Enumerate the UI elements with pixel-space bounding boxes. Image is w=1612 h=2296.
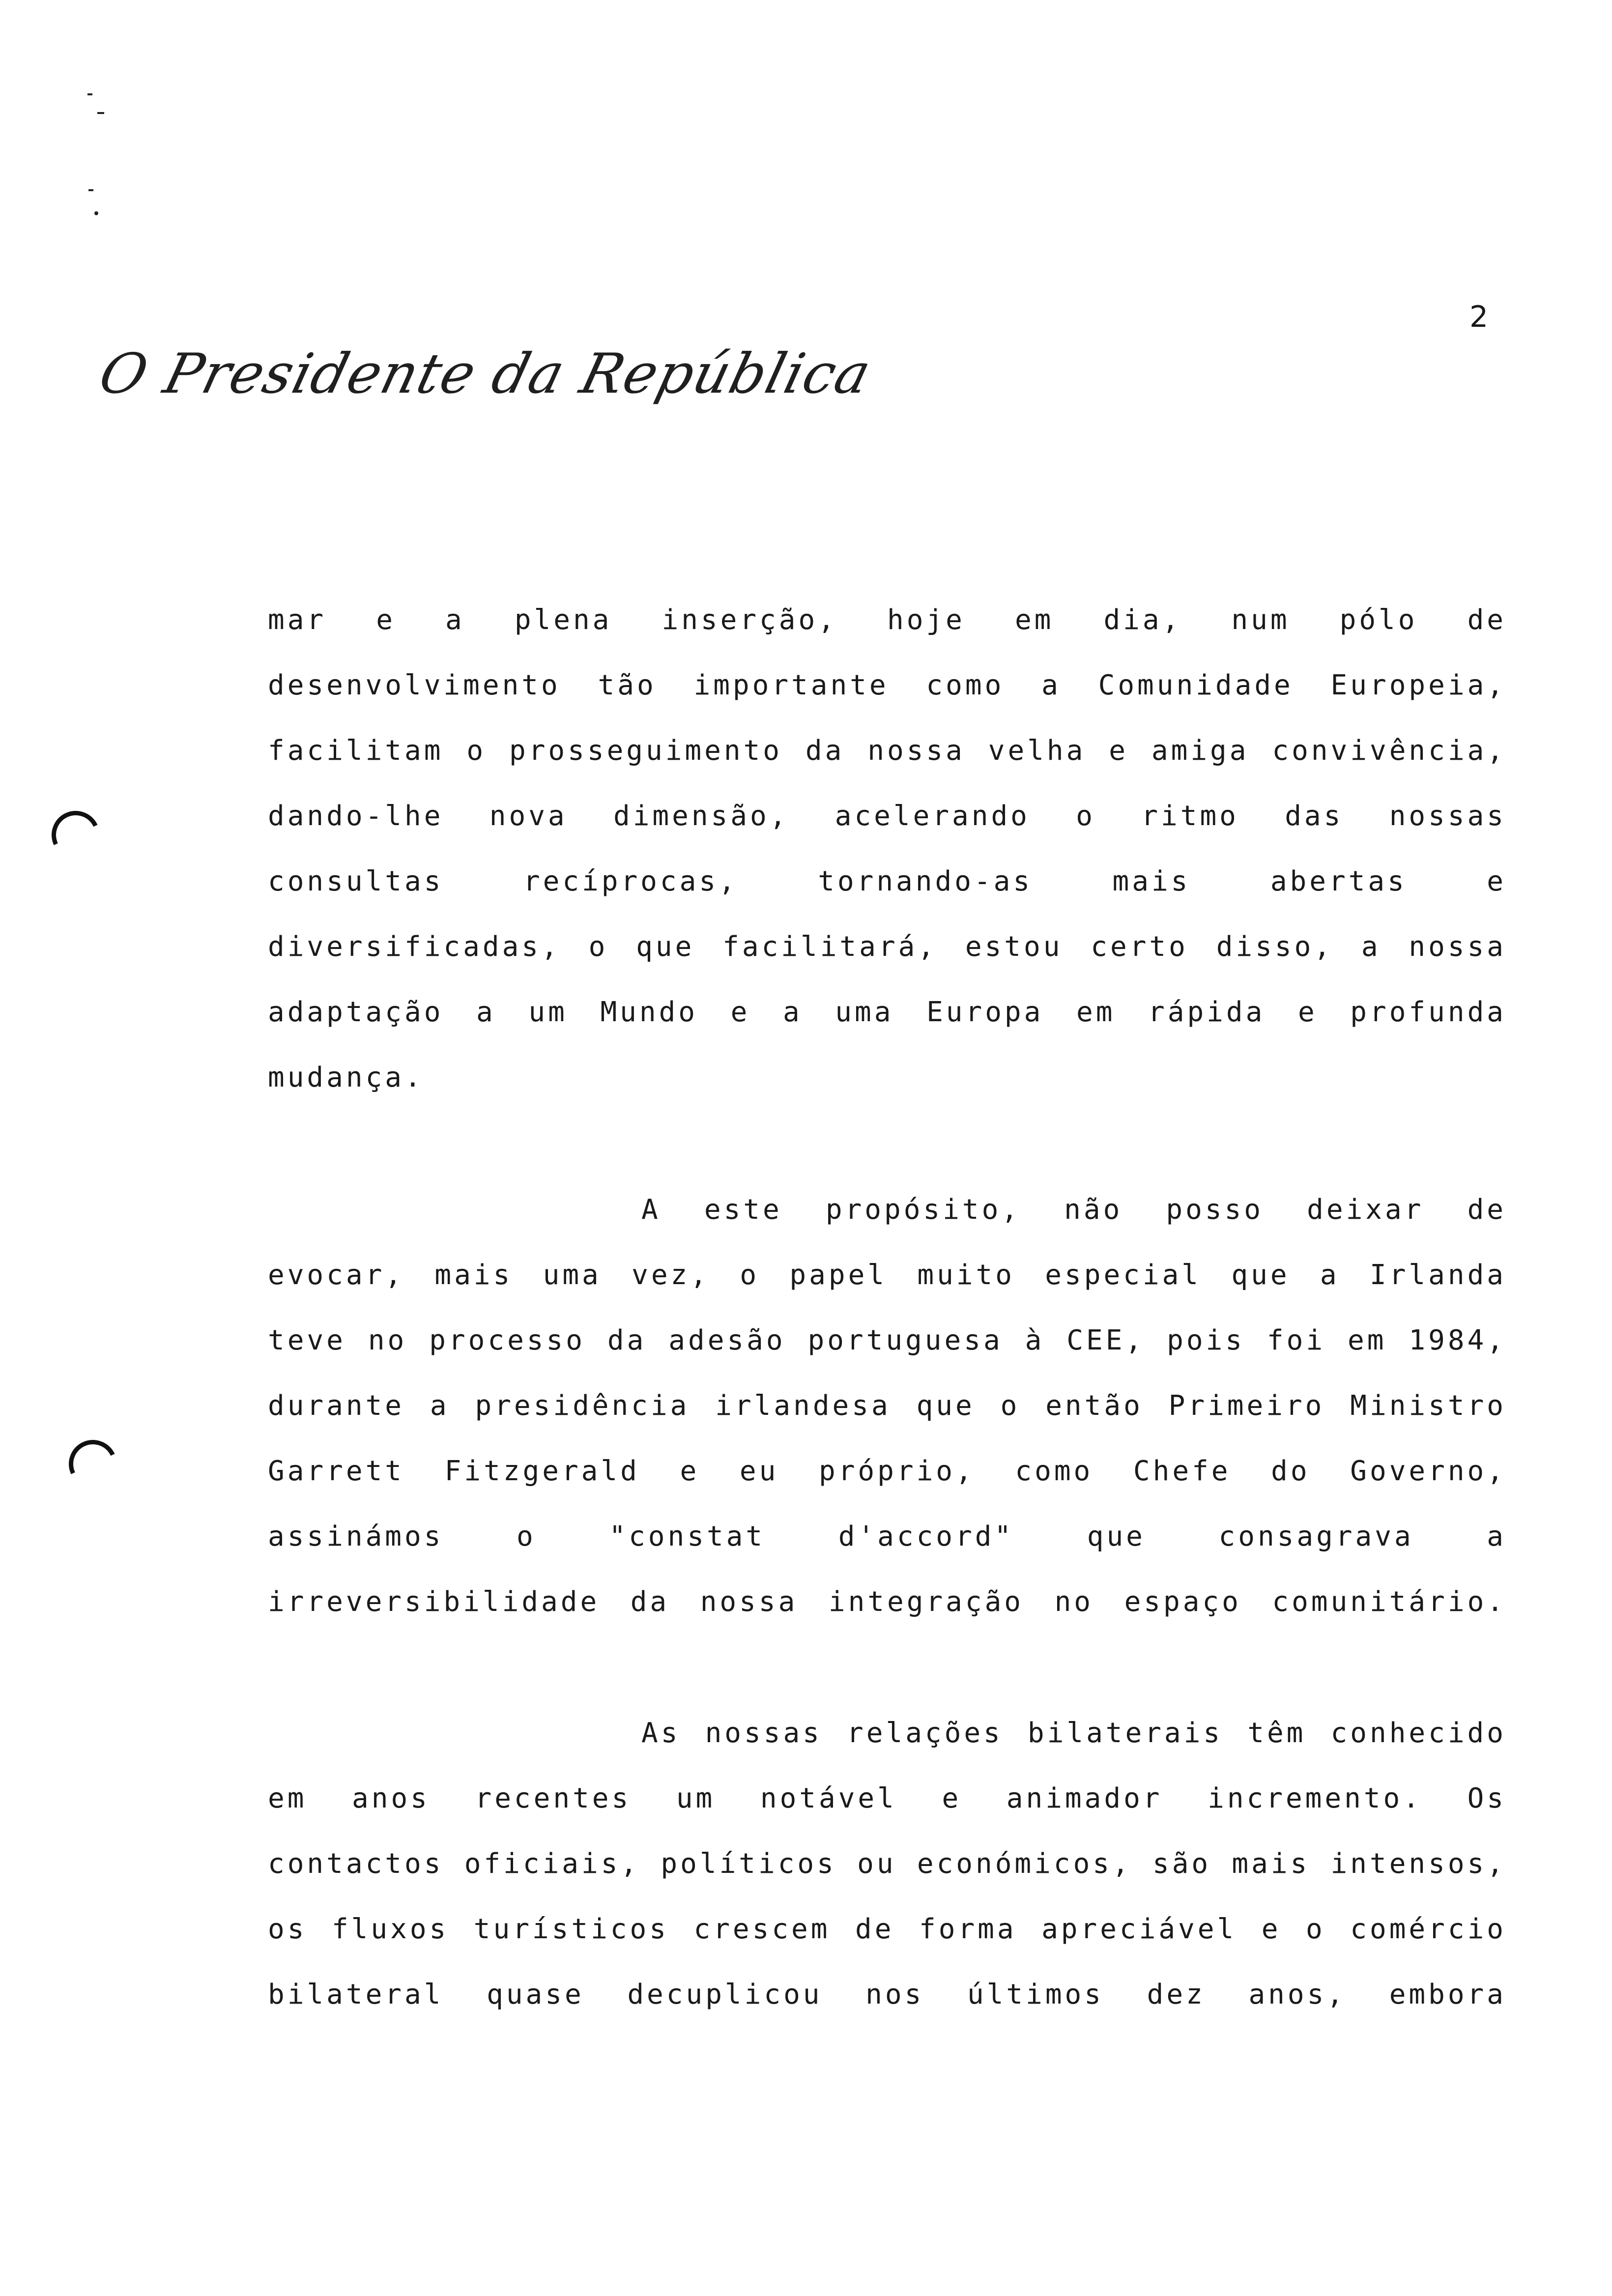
text-line: irreversibilidade da nossa integração no espaço comunitário. (268, 1586, 1506, 1618)
text-line: teve no processo da adesão portuguesa à CEE, pois foi em 1984, (268, 1324, 1506, 1356)
text-line: facilitam o prosseguimento da nossa velha e amiga convivência, (268, 735, 1506, 767)
text-line: evocar, mais uma vez, o papel muito especial que a Irlanda (268, 1259, 1506, 1291)
text-line: Garrett Fitzgerald e eu próprio, como Chefe do Governo, (268, 1455, 1506, 1487)
text-line: contactos oficiais, políticos ou económicos, são mais intensos, (268, 1848, 1506, 1880)
text-line: consultas recíprocas, tornando-as mais abertas e (268, 865, 1506, 897)
text-line: em anos recentes um notável e animador incremento. Os (268, 1782, 1506, 1814)
text-line: adaptação a um Mundo e a uma Europa em rápida e profunda (268, 996, 1506, 1028)
page-number: 2 (1469, 300, 1489, 334)
text-line: os fluxos turísticos crescem de forma apreciável e o comércio (268, 1913, 1506, 1945)
scan-mark (94, 211, 98, 215)
hole-punch-mark (45, 804, 107, 866)
text-line: dando-lhe nova dimensão, acelerando o ritmo das nossas (268, 800, 1506, 832)
text-line: As nossas relações bilaterais têm conhecido (641, 1717, 1506, 1749)
text-line: A este propósito, não posso deixar de (641, 1194, 1506, 1226)
scan-mark (88, 189, 93, 191)
scan-mark (87, 93, 92, 95)
text-line: assinámos o "constat d'accord" que consagrava a (268, 1521, 1506, 1552)
text-line: mudança. (268, 1062, 424, 1093)
text-line: durante a presidência irlandesa que o então Primeiro Ministro (268, 1390, 1506, 1422)
text-line: desenvolvimento tão importante como a Comunidade Europeia, (268, 669, 1506, 701)
paragraph-1 (268, 587, 1506, 1110)
letterhead-signature: O Presidente da República (93, 342, 878, 406)
paragraph-2 (268, 1177, 1506, 1635)
text-line: diversificadas, o que facilitará, estou certo disso, a nossa (268, 931, 1506, 963)
text-line: mar e a plena inserção, hoje em dia, num pólo de (268, 604, 1506, 636)
scan-mark (97, 112, 104, 114)
paragraph-3 (268, 1700, 1506, 2027)
hole-punch-mark (62, 1433, 124, 1495)
text-line: bilateral quase decuplicou nos últimos dez anos, embora (268, 1979, 1506, 2010)
